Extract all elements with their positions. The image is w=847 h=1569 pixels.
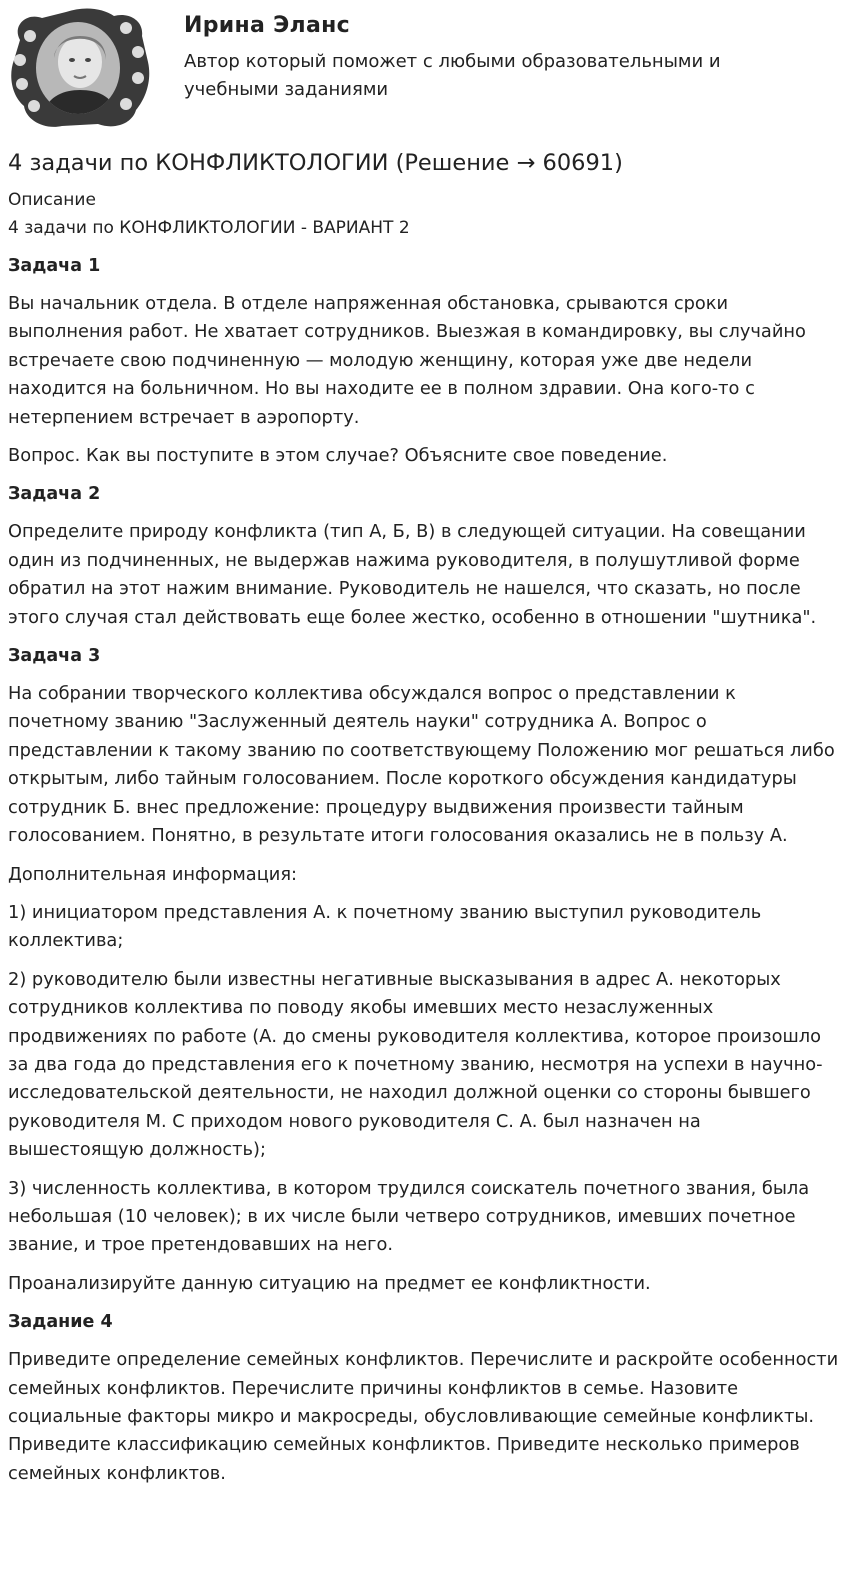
additional-info-label: Дополнительная информация: xyxy=(8,863,298,885)
task-heading: Задача 2 xyxy=(8,484,101,505)
task-paragraph: Вы начальник отдела. В отделе напряженная обстановка, срываются сроки выполнения работ. Не хватает сотрудников. Выезжая в командировку, вы случайно встречаете свою подчиненную — молодую женщину, которая уже две недели находится на больничном. Но вы находите ее в полном здравии. Она кого-то с нетерпением встречает в аэропорту. xyxy=(8,293,806,428)
info-item-3: 3) численность коллектива, в котором трудился соискатель почетного звания, была небольшая (10 человек); в их числе были четверо сотрудников, имевших почетное звание, и трое претендовавших на него. xyxy=(8,1177,810,1256)
task-paragraph: Приведите определение семейных конфликтов. Перечислите и раскройте особенности семейных конфликтов. Перечислите причины конфликтов в семье. Назовите социальные факторы микро и макросреды, обусловливающие семейные конфликты. Приведите классификацию семейных конфликтов. Приведите несколько примеров семейных конфликтов. xyxy=(8,1349,839,1484)
task-heading: Задача 3 xyxy=(8,646,101,667)
task-paragraph: Определите природу конфликта (тип А, Б, В) в следующей ситуации. На совещании один из подчиненных, не выдержав нажима руководителя, в полушутливой форме обратил на этот нажим внимание. Руководитель не нашелся, что сказать, но после этого случая стал действовать еще более жестко, особенно в отношении "шутника". xyxy=(8,521,817,628)
variant-line: 4 задачи по КОНФЛИКТОЛОГИИ - ВАРИАНТ 2 xyxy=(8,218,410,238)
task-heading: Задание 4 xyxy=(8,1312,113,1333)
task-question: Вопрос. Как вы поступите в этом случае? Объясните свое поведение. xyxy=(8,445,668,467)
task-3 xyxy=(8,642,842,1298)
author-description: Автор который поможет с любыми образовательными и учебными заданиями xyxy=(184,51,721,100)
task-instruction: Проанализируйте данную ситуацию на предмет ее конфликтности. xyxy=(8,1272,651,1294)
author-photo-icon xyxy=(6,6,152,130)
info-item-1: 1) инициатором представления А. к почетному званию выступил руководитель коллектива; xyxy=(8,901,762,952)
author-avatar[interactable] xyxy=(6,6,152,130)
document-title: 4 задачи по КОНФЛИКТОЛОГИИ (Решение → 60691) xyxy=(8,150,623,176)
task-heading: Задача 1 xyxy=(8,256,101,276)
author-name[interactable]: Ирина Эланс xyxy=(184,13,350,38)
task-1 xyxy=(8,252,842,470)
info-item-2: 2) руководителю были известны негативные высказывания в адрес А. некоторых сотрудников коллектива по поводу якобы имевших место незаслуженных продвижениях по работе (А. до смены руководителя коллектива, которое произошло за два года до представления его к почетному званию, несмотря на успехи в научно-исследовательской деятельности, не находил должной оценки со стороны бывшего руководителя М. С приходом нового руководителя С. А. был назначен на вышестоящую должность); xyxy=(8,968,823,1161)
task-paragraph: На собрании творческого коллектива обсуждался вопрос о представлении к почетному званию "Заслуженный деятель науки" сотрудника А. Вопрос о представлении к такому званию по соответствующему Положению мог решаться либо открытым, либо тайным голосованием. После короткого обсуждения кандидатуры сотрудник Б. внес предложение: процедуру выдвижения произвести тайным голосованием. Понятно, в результате итоги голосования оказались не в пользу А. xyxy=(8,683,835,847)
document-content xyxy=(8,146,842,1498)
task-2 xyxy=(8,480,842,632)
author-header xyxy=(0,0,847,140)
task-4 xyxy=(8,1308,842,1488)
description-label: Описание xyxy=(8,190,96,210)
